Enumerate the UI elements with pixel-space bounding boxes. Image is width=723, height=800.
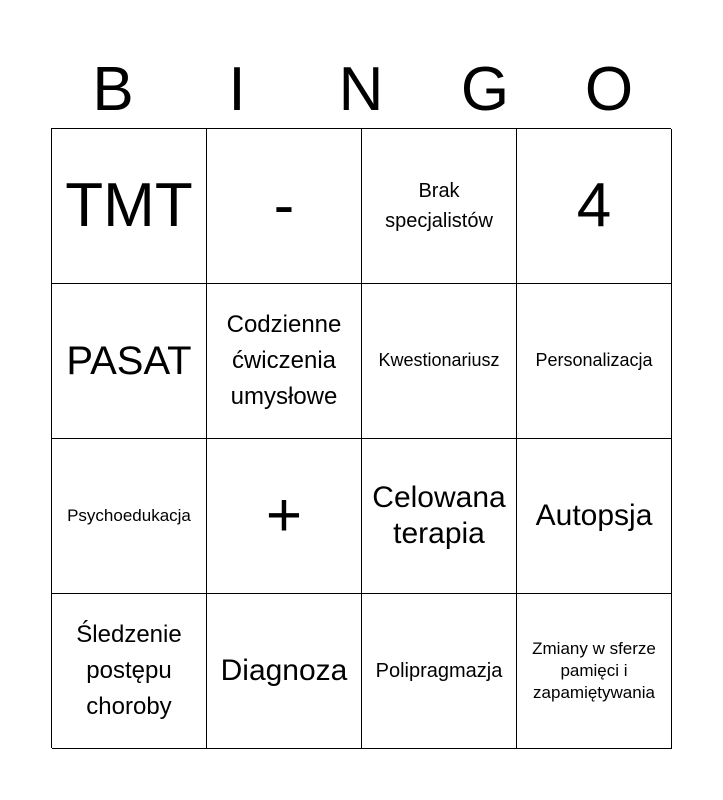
bingo-cell-r4-c4[interactable]: Zmiany w sferze pamięci i zapamiętywania (517, 594, 672, 749)
bingo-header (51, 52, 671, 128)
bingo-cell-r4-c3[interactable]: Polipragmazja (362, 594, 517, 749)
bingo-cell-r3-c1[interactable]: Psychoedukacja (52, 439, 207, 594)
bingo-cell-r4-c1[interactable]: Śledzenie postępu choroby (52, 594, 207, 749)
bingo-cell-r1-c4[interactable]: 4 (517, 129, 672, 284)
header-letter-g: G (460, 55, 510, 124)
bingo-cell-r2-c4[interactable]: Personalizacja (517, 284, 672, 439)
bingo-cell-r3-c2[interactable]: + (207, 439, 362, 594)
bingo-card-grid (51, 128, 671, 748)
bingo-cell-r1-c2[interactable]: - (207, 129, 362, 284)
bingo-cell-r1-c3[interactable]: Brak specjalistów (362, 129, 517, 284)
bingo-cell-r2-c2[interactable]: Codzienne ćwiczenia umysłowe (207, 284, 362, 439)
bingo-cell-r1-c1[interactable]: TMT (52, 129, 207, 284)
header-letter-b: B (92, 55, 134, 124)
bingo-cell-r3-c3[interactable]: Celowana terapia (362, 439, 517, 594)
header-letter-i: I (228, 55, 246, 124)
bingo-cell-r2-c3[interactable]: Kwestionariusz (362, 284, 517, 439)
bingo-cell-r2-c1[interactable]: PASAT (52, 284, 207, 439)
bingo-cell-r4-c2[interactable]: Diagnoza (207, 594, 362, 749)
header-letter-o: O (584, 55, 634, 124)
bingo-cell-r3-c4[interactable]: Autopsja (517, 439, 672, 594)
header-letter-n: N (338, 55, 384, 124)
